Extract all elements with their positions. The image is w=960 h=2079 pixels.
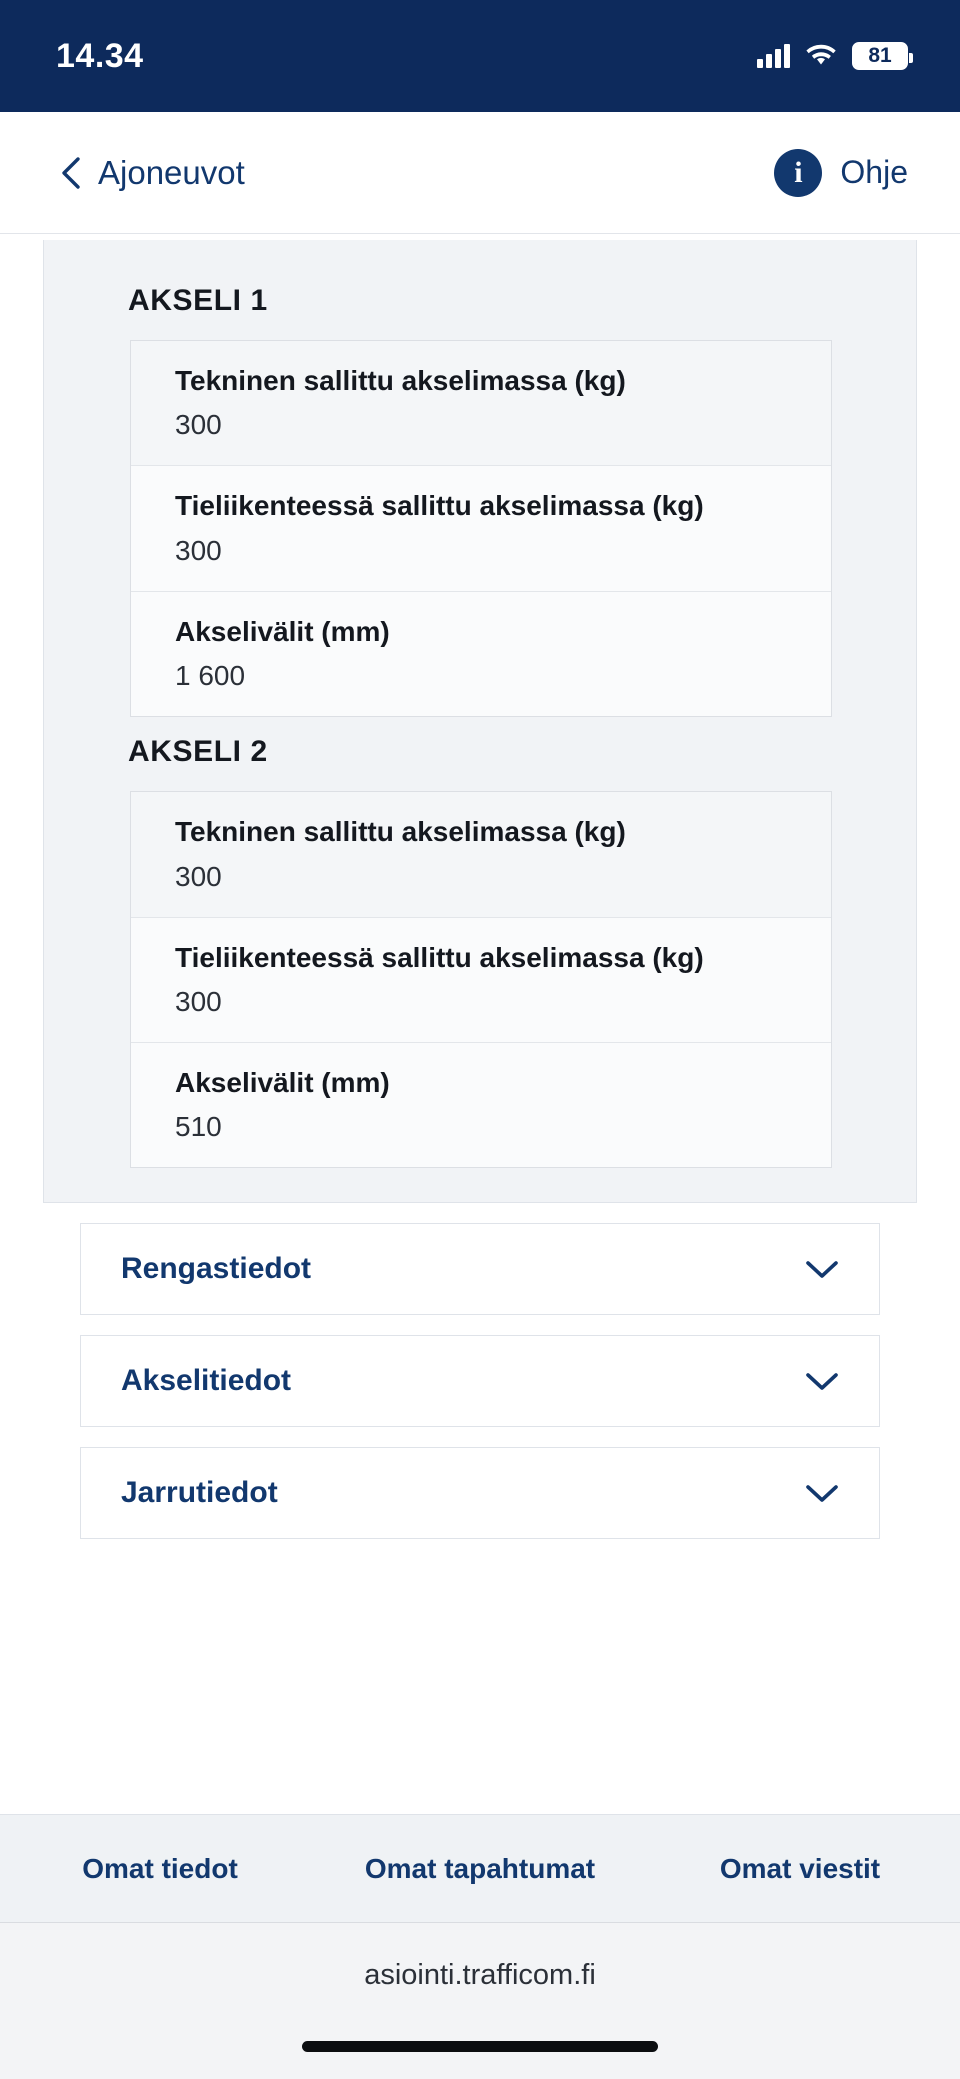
- field-label: Tekninen sallittu akselimassa (kg): [175, 816, 626, 848]
- tab-omat-tiedot[interactable]: Omat tiedot: [82, 1852, 238, 1884]
- status-time: 14.34: [56, 36, 144, 75]
- info-icon: i: [774, 149, 822, 197]
- axle-details-panel: [43, 240, 917, 1203]
- accordion-rengastiedot[interactable]: [80, 1223, 880, 1315]
- field-value: 300: [175, 409, 222, 441]
- field-row: [131, 341, 831, 466]
- cellular-signal-icon: [757, 44, 790, 68]
- field-value: 300: [175, 985, 222, 1017]
- chevron-down-icon: [805, 1258, 839, 1280]
- field-label: Akselivälit (mm): [175, 1066, 390, 1098]
- chevron-left-icon: [60, 156, 82, 190]
- field-row: [131, 592, 831, 716]
- field-value: 1 600: [175, 660, 246, 692]
- accordion-label: Jarrutiedot: [121, 1476, 278, 1510]
- wifi-icon: [806, 44, 836, 68]
- field-row: [131, 1043, 831, 1167]
- app-header: [0, 112, 960, 234]
- browser-url-bar[interactable]: [0, 1922, 960, 2028]
- home-indicator-area: [0, 2028, 960, 2079]
- section-title: AKSELI 1: [128, 284, 268, 317]
- help-button-label: Ohje: [840, 154, 908, 190]
- chevron-down-icon: [805, 1482, 839, 1504]
- page-content[interactable]: [0, 234, 960, 1814]
- tab-omat-tapahtumat[interactable]: Omat tapahtumat: [364, 1852, 596, 1884]
- section-title: AKSELI 2: [128, 735, 268, 769]
- tab-omat-viestit[interactable]: Omat viestit: [719, 1852, 881, 1884]
- field-label: Tieliikenteessä sallittu akselimassa (kg): [175, 490, 704, 522]
- field-value: 300: [175, 534, 222, 566]
- field-value: 300: [175, 860, 222, 892]
- field-row: [131, 466, 831, 591]
- status-indicators: [757, 42, 908, 70]
- bottom-tabbar: [0, 1814, 960, 1922]
- battery-level: 81: [854, 44, 906, 68]
- accordion-label: Rengastiedot: [121, 1252, 312, 1286]
- field-value: 510: [175, 1111, 222, 1143]
- home-indicator[interactable]: [302, 2041, 658, 2052]
- field-label: Tekninen sallittu akselimassa (kg): [175, 365, 626, 396]
- url-text: asiointi.trafficom.fi: [364, 1959, 596, 1991]
- field-label: Akselivälit (mm): [175, 615, 390, 647]
- field-row: [131, 792, 831, 917]
- status-bar: [0, 0, 960, 112]
- field-card: [130, 791, 832, 1168]
- accordion-label: Akselitiedot: [121, 1364, 292, 1398]
- accordion-akselitiedot[interactable]: [80, 1335, 880, 1427]
- field-label: Tieliikenteessä sallittu akselimassa (kg): [175, 941, 704, 973]
- chevron-down-icon: [805, 1370, 839, 1392]
- help-button[interactable]: [774, 149, 908, 197]
- field-row: [131, 918, 831, 1043]
- accordion-jarrutiedot[interactable]: [80, 1447, 880, 1539]
- field-card: [130, 340, 832, 717]
- back-button[interactable]: [60, 154, 245, 192]
- scroll-area: [0, 240, 960, 1539]
- battery-icon: [852, 42, 908, 70]
- back-button-label: Ajoneuvot: [98, 153, 245, 191]
